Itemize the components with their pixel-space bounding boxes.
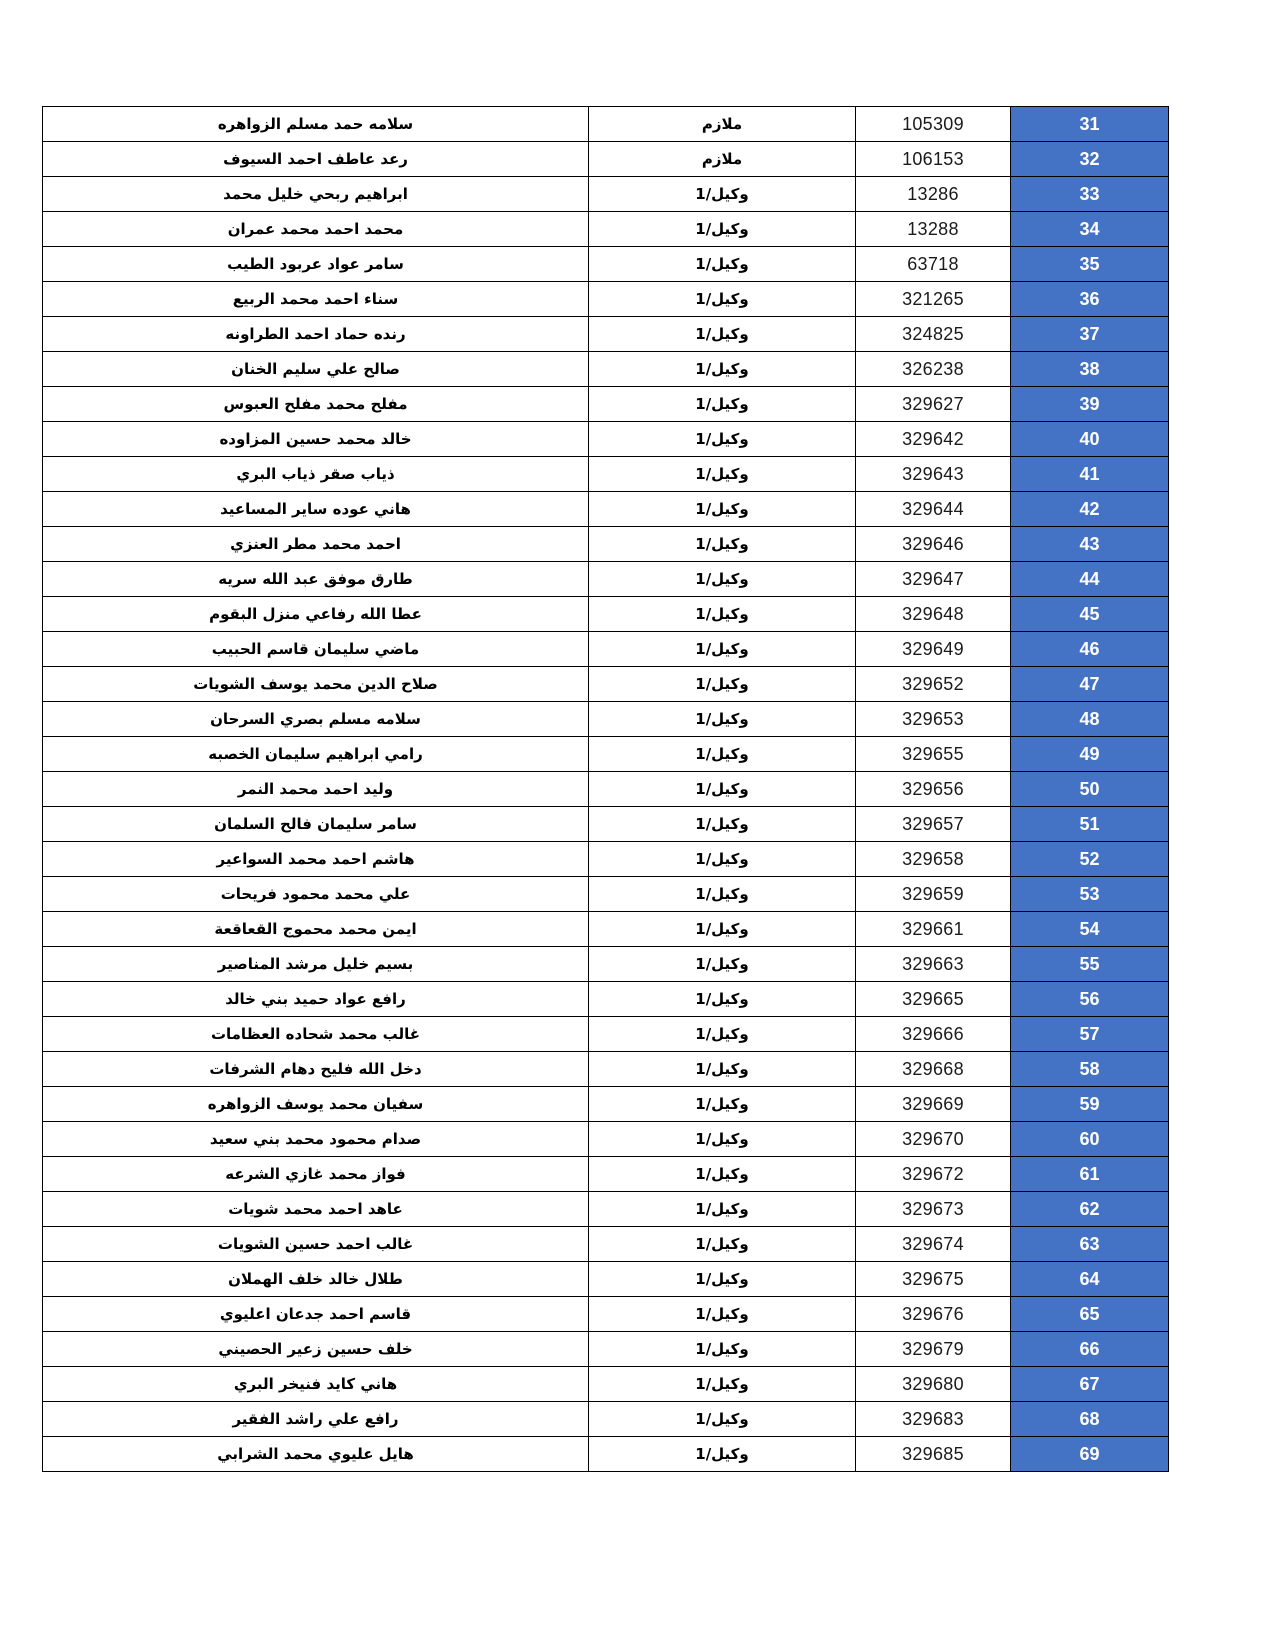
number-cell: 329643 xyxy=(856,457,1011,492)
name-cell: علي محمد محمود فريحات xyxy=(43,877,589,912)
name-cell: غالب احمد حسين الشويات xyxy=(43,1227,589,1262)
rank-cell: وكيل/1 xyxy=(589,562,856,597)
table-row xyxy=(43,702,1169,737)
table-row xyxy=(43,912,1169,947)
number-cell: 321265 xyxy=(856,282,1011,317)
index-cell: 64 xyxy=(1011,1262,1169,1297)
rank-cell: وكيل/1 xyxy=(589,772,856,807)
index-cell: 49 xyxy=(1011,737,1169,772)
number-cell: 329627 xyxy=(856,387,1011,422)
rank-cell: وكيل/1 xyxy=(589,1227,856,1262)
name-cell: خالد محمد حسين المزاوده xyxy=(43,422,589,457)
rank-cell: وكيل/1 xyxy=(589,282,856,317)
table-row xyxy=(43,1227,1169,1262)
number-cell: 329680 xyxy=(856,1367,1011,1402)
table-row xyxy=(43,177,1169,212)
name-cell: سفيان محمد يوسف الزواهره xyxy=(43,1087,589,1122)
table-body xyxy=(43,107,1169,1472)
index-cell: 61 xyxy=(1011,1157,1169,1192)
index-cell: 56 xyxy=(1011,982,1169,1017)
name-cell: عطا الله رفاعي منزل البقوم xyxy=(43,597,589,632)
table-row xyxy=(43,492,1169,527)
table-row xyxy=(43,142,1169,177)
rank-cell: وكيل/1 xyxy=(589,737,856,772)
name-cell: خلف حسين زعير الحصيني xyxy=(43,1332,589,1367)
table-row xyxy=(43,1157,1169,1192)
index-cell: 50 xyxy=(1011,772,1169,807)
number-cell: 329655 xyxy=(856,737,1011,772)
name-cell: رافع عواد حميد بني خالد xyxy=(43,982,589,1017)
rank-cell: وكيل/1 xyxy=(589,1262,856,1297)
number-cell: 329670 xyxy=(856,1122,1011,1157)
table-row xyxy=(43,1437,1169,1472)
table-row xyxy=(43,877,1169,912)
table-row xyxy=(43,387,1169,422)
table-row xyxy=(43,597,1169,632)
name-cell: محمد احمد محمد عمران xyxy=(43,212,589,247)
rank-cell: وكيل/1 xyxy=(589,1122,856,1157)
rank-cell: وكيل/1 xyxy=(589,1367,856,1402)
table-row xyxy=(43,562,1169,597)
index-cell: 68 xyxy=(1011,1402,1169,1437)
number-cell: 106153 xyxy=(856,142,1011,177)
rank-cell: وكيل/1 xyxy=(589,877,856,912)
name-cell: رنده حماد احمد الطراونه xyxy=(43,317,589,352)
name-cell: مفلح محمد مفلح العبوس xyxy=(43,387,589,422)
rank-cell: ملازم xyxy=(589,107,856,142)
rank-cell: وكيل/1 xyxy=(589,1437,856,1472)
index-cell: 44 xyxy=(1011,562,1169,597)
number-cell: 329666 xyxy=(856,1017,1011,1052)
table-row xyxy=(43,107,1169,142)
rank-cell: وكيل/1 xyxy=(589,527,856,562)
name-cell: هاشم احمد محمد السواعير xyxy=(43,842,589,877)
number-cell: 329642 xyxy=(856,422,1011,457)
index-cell: 58 xyxy=(1011,1052,1169,1087)
number-cell: 329668 xyxy=(856,1052,1011,1087)
rank-cell: وكيل/1 xyxy=(589,177,856,212)
rank-cell: وكيل/1 xyxy=(589,387,856,422)
name-cell: رامي ابراهيم سليمان الخصبه xyxy=(43,737,589,772)
table-row xyxy=(43,422,1169,457)
number-cell: 329661 xyxy=(856,912,1011,947)
index-cell: 52 xyxy=(1011,842,1169,877)
rank-cell: وكيل/1 xyxy=(589,1017,856,1052)
table-row xyxy=(43,1192,1169,1227)
name-cell: بسيم خليل مرشد المناصير xyxy=(43,947,589,982)
index-cell: 57 xyxy=(1011,1017,1169,1052)
name-cell: سامر عواد عربود الطيب xyxy=(43,247,589,282)
table-row xyxy=(43,317,1169,352)
table-row xyxy=(43,842,1169,877)
index-cell: 66 xyxy=(1011,1332,1169,1367)
rank-cell: وكيل/1 xyxy=(589,632,856,667)
table-row xyxy=(43,1402,1169,1437)
number-cell: 329657 xyxy=(856,807,1011,842)
rank-cell: وكيل/1 xyxy=(589,842,856,877)
rank-cell: وكيل/1 xyxy=(589,1332,856,1367)
table-row xyxy=(43,352,1169,387)
index-cell: 46 xyxy=(1011,632,1169,667)
table-row xyxy=(43,1262,1169,1297)
index-cell: 35 xyxy=(1011,247,1169,282)
index-cell: 45 xyxy=(1011,597,1169,632)
index-cell: 33 xyxy=(1011,177,1169,212)
number-cell: 329663 xyxy=(856,947,1011,982)
number-cell: 329676 xyxy=(856,1297,1011,1332)
name-cell: سناء احمد محمد الربيع xyxy=(43,282,589,317)
number-cell: 329665 xyxy=(856,982,1011,1017)
number-cell: 13286 xyxy=(856,177,1011,212)
index-cell: 38 xyxy=(1011,352,1169,387)
table-row xyxy=(43,212,1169,247)
name-cell: ايمن محمد محموج القعاقعة xyxy=(43,912,589,947)
name-cell: صدام محمود محمد بني سعيد xyxy=(43,1122,589,1157)
rank-cell: وكيل/1 xyxy=(589,667,856,702)
rank-cell: وكيل/1 xyxy=(589,492,856,527)
index-cell: 65 xyxy=(1011,1297,1169,1332)
name-cell: سامر سليمان فالح السلمان xyxy=(43,807,589,842)
table-row xyxy=(43,982,1169,1017)
name-cell: غالب محمد شحاده العظامات xyxy=(43,1017,589,1052)
index-cell: 60 xyxy=(1011,1122,1169,1157)
rank-cell: وكيل/1 xyxy=(589,1087,856,1122)
table-row xyxy=(43,667,1169,702)
index-cell: 37 xyxy=(1011,317,1169,352)
rank-cell: وكيل/1 xyxy=(589,1192,856,1227)
number-cell: 329647 xyxy=(856,562,1011,597)
table-row xyxy=(43,457,1169,492)
personnel-table xyxy=(42,106,1169,1472)
rank-cell: وكيل/1 xyxy=(589,352,856,387)
index-cell: 34 xyxy=(1011,212,1169,247)
name-cell: سلامه حمد مسلم الزواهره xyxy=(43,107,589,142)
name-cell: ابراهيم ربحي خليل محمد xyxy=(43,177,589,212)
number-cell: 329673 xyxy=(856,1192,1011,1227)
index-cell: 69 xyxy=(1011,1437,1169,1472)
table-row xyxy=(43,807,1169,842)
name-cell: صالح علي سليم الخنان xyxy=(43,352,589,387)
index-cell: 42 xyxy=(1011,492,1169,527)
name-cell: ذياب صقر ذياب البري xyxy=(43,457,589,492)
index-cell: 43 xyxy=(1011,527,1169,562)
table-row xyxy=(43,1017,1169,1052)
number-cell: 329659 xyxy=(856,877,1011,912)
number-cell: 329648 xyxy=(856,597,1011,632)
table-row xyxy=(43,1367,1169,1402)
index-cell: 41 xyxy=(1011,457,1169,492)
rank-cell: وكيل/1 xyxy=(589,597,856,632)
name-cell: طلال خالد خلف الهملان xyxy=(43,1262,589,1297)
number-cell: 329675 xyxy=(856,1262,1011,1297)
index-cell: 47 xyxy=(1011,667,1169,702)
name-cell: وليد احمد محمد النمر xyxy=(43,772,589,807)
number-cell: 329649 xyxy=(856,632,1011,667)
name-cell: صلاح الدين محمد يوسف الشويات xyxy=(43,667,589,702)
name-cell: ماضي سليمان قاسم الحبيب xyxy=(43,632,589,667)
rank-cell: ملازم xyxy=(589,142,856,177)
number-cell: 105309 xyxy=(856,107,1011,142)
table-row xyxy=(43,1332,1169,1367)
name-cell: احمد محمد مطر العنزي xyxy=(43,527,589,562)
rank-cell: وكيل/1 xyxy=(589,317,856,352)
number-cell: 329656 xyxy=(856,772,1011,807)
number-cell: 329646 xyxy=(856,527,1011,562)
rank-cell: وكيل/1 xyxy=(589,1052,856,1087)
rank-cell: وكيل/1 xyxy=(589,1157,856,1192)
name-cell: سلامه مسلم بصري السرحان xyxy=(43,702,589,737)
number-cell: 329669 xyxy=(856,1087,1011,1122)
rank-cell: وكيل/1 xyxy=(589,212,856,247)
table-row xyxy=(43,632,1169,667)
number-cell: 329652 xyxy=(856,667,1011,702)
table-row xyxy=(43,947,1169,982)
table-row xyxy=(43,527,1169,562)
number-cell: 63718 xyxy=(856,247,1011,282)
index-cell: 51 xyxy=(1011,807,1169,842)
number-cell: 329672 xyxy=(856,1157,1011,1192)
number-cell: 329644 xyxy=(856,492,1011,527)
number-cell: 329653 xyxy=(856,702,1011,737)
rank-cell: وكيل/1 xyxy=(589,807,856,842)
name-cell: هايل عليوي محمد الشرابي xyxy=(43,1437,589,1472)
name-cell: هاني كايد فنيخر البري xyxy=(43,1367,589,1402)
table-row xyxy=(43,1122,1169,1157)
rank-cell: وكيل/1 xyxy=(589,422,856,457)
table-row xyxy=(43,282,1169,317)
index-cell: 59 xyxy=(1011,1087,1169,1122)
index-cell: 53 xyxy=(1011,877,1169,912)
number-cell: 329685 xyxy=(856,1437,1011,1472)
number-cell: 13288 xyxy=(856,212,1011,247)
rank-cell: وكيل/1 xyxy=(589,947,856,982)
name-cell: دخل الله فليح دهام الشرفات xyxy=(43,1052,589,1087)
number-cell: 329679 xyxy=(856,1332,1011,1367)
rank-cell: وكيل/1 xyxy=(589,702,856,737)
number-cell: 326238 xyxy=(856,352,1011,387)
name-cell: طارق موفق عبد الله سريه xyxy=(43,562,589,597)
name-cell: هاني عوده ساير المساعيد xyxy=(43,492,589,527)
rank-cell: وكيل/1 xyxy=(589,982,856,1017)
number-cell: 324825 xyxy=(856,317,1011,352)
rank-cell: وكيل/1 xyxy=(589,457,856,492)
index-cell: 40 xyxy=(1011,422,1169,457)
name-cell: رعد عاطف احمد السيوف xyxy=(43,142,589,177)
index-cell: 48 xyxy=(1011,702,1169,737)
table-row xyxy=(43,772,1169,807)
rank-cell: وكيل/1 xyxy=(589,912,856,947)
index-cell: 32 xyxy=(1011,142,1169,177)
rank-cell: وكيل/1 xyxy=(589,1297,856,1332)
name-cell: عاهد احمد محمد شويات xyxy=(43,1192,589,1227)
number-cell: 329674 xyxy=(856,1227,1011,1262)
table-row xyxy=(43,247,1169,282)
index-cell: 31 xyxy=(1011,107,1169,142)
table-row xyxy=(43,1297,1169,1332)
rank-cell: وكيل/1 xyxy=(589,247,856,282)
index-cell: 55 xyxy=(1011,947,1169,982)
index-cell: 62 xyxy=(1011,1192,1169,1227)
rank-cell: وكيل/1 xyxy=(589,1402,856,1437)
table-row xyxy=(43,737,1169,772)
index-cell: 36 xyxy=(1011,282,1169,317)
index-cell: 54 xyxy=(1011,912,1169,947)
number-cell: 329683 xyxy=(856,1402,1011,1437)
table-row xyxy=(43,1052,1169,1087)
name-cell: قاسم احمد جدعان اعليوي xyxy=(43,1297,589,1332)
number-cell: 329658 xyxy=(856,842,1011,877)
index-cell: 67 xyxy=(1011,1367,1169,1402)
index-cell: 39 xyxy=(1011,387,1169,422)
name-cell: رافع علي راشد الفقير xyxy=(43,1402,589,1437)
table-row xyxy=(43,1087,1169,1122)
name-cell: فواز محمد غازي الشرعه xyxy=(43,1157,589,1192)
index-cell: 63 xyxy=(1011,1227,1169,1262)
